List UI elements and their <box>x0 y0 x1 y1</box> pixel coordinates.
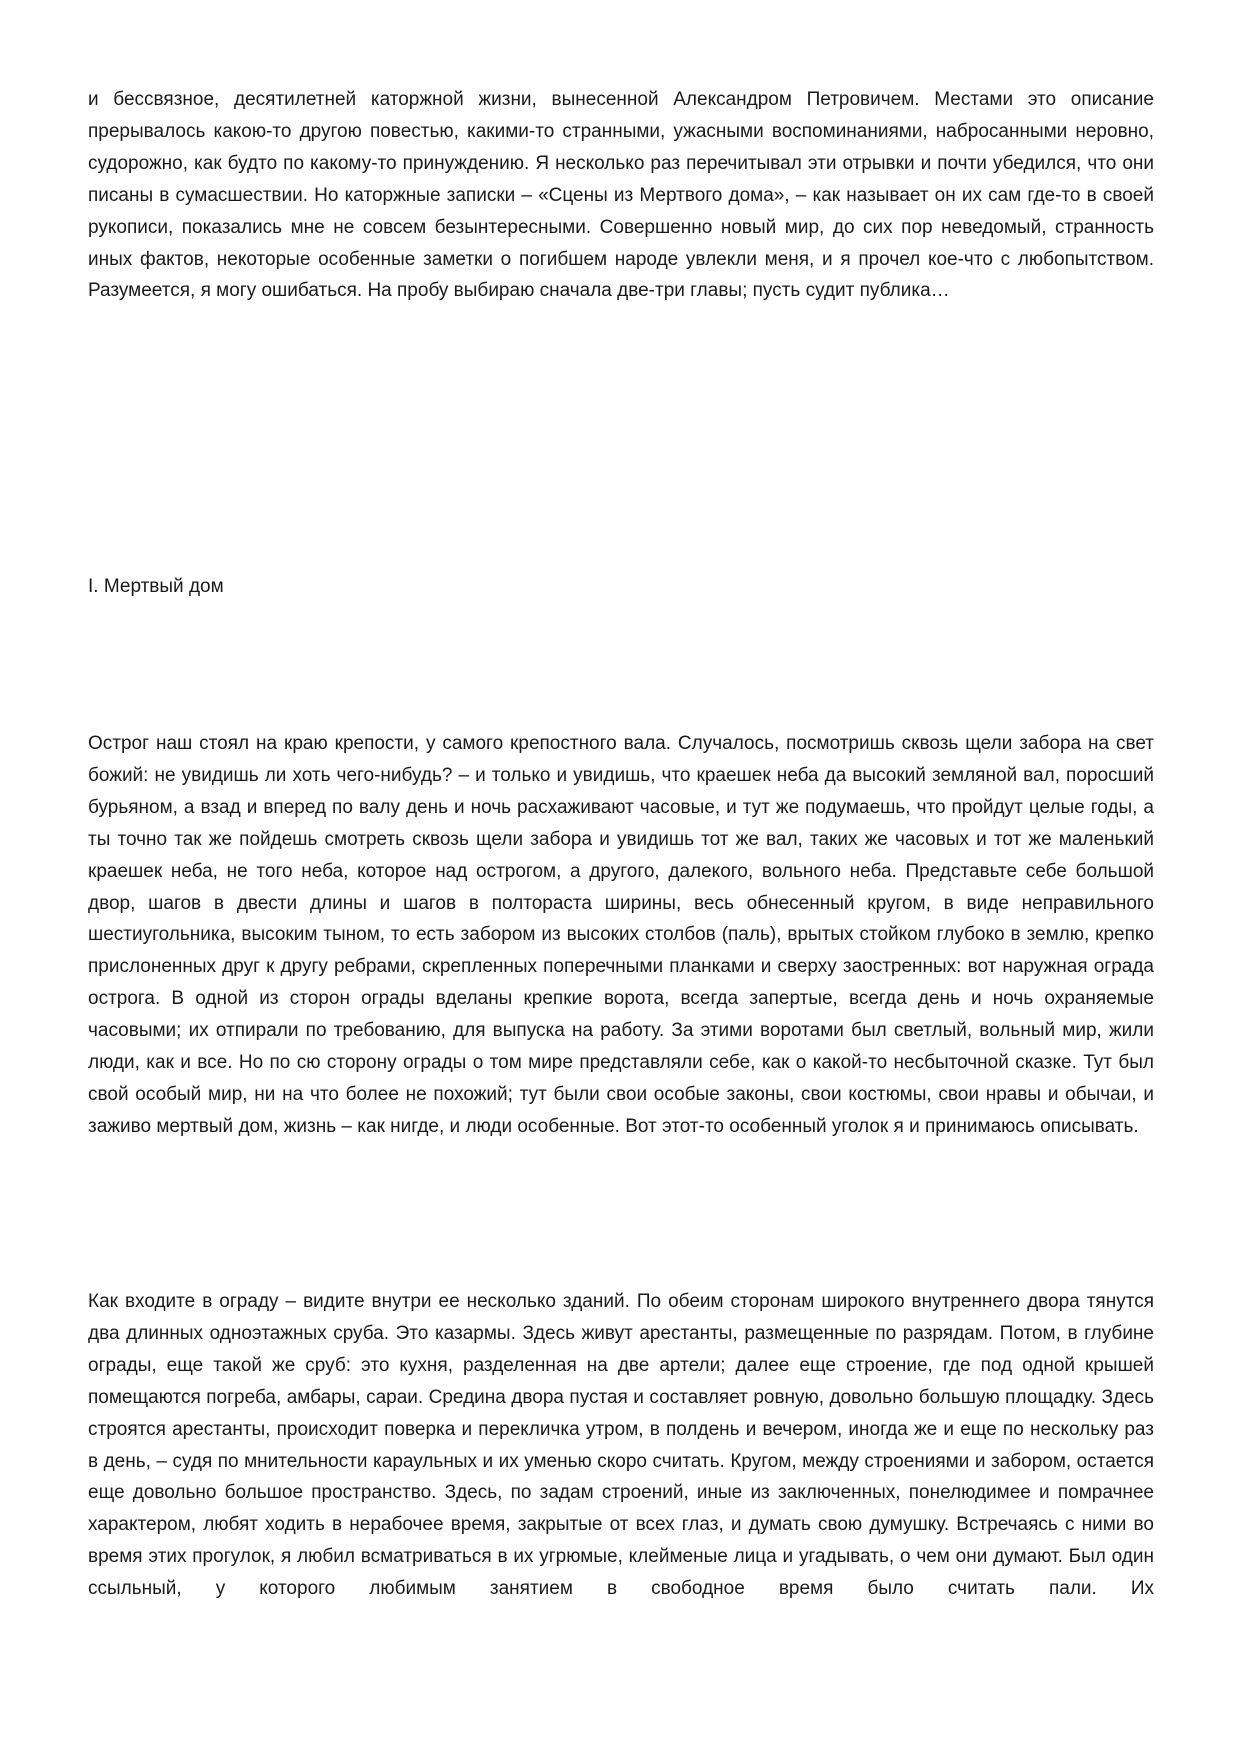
paragraph-intro-end: и бессвязное, десятилетней каторжной жизни, вынесенной Александром Петровичем. Местами это описание прерывалось какою-то другою повестью, какими-то странными, ужасными воспоминаниями, набросанными неровно, судорожно, как будто по какому-то принуждению. Я несколько раз перечитывал эти отрывки и почти убедился, что они писаны в сумасшествии. Но каторжные записки – «Сцены из Мертвого дома», – как называет он их сам где-то в своей рукописи, показались мне не совсем безынтересными. Совершенно новый мир, до сих пор неведомый, странность иных фактов, некоторые особенные заметки о погибшем народе увлекли меня, и я прочел кое-что с любопытством. Разумеется, я могу ошибаться. На пробу выбираю сначала две-три главы; пусть судит публика… <box>88 89 1154 302</box>
paragraph-yard: Как входите в ограду – видите внутри ее несколько зданий. По обеим сторонам широкого внутреннего двора тянутся два длинных одноэтажных сруба. Это казармы. Здесь живут арестанты, размещенные по разрядам. Потом, в глубине ограды, еще такой же сруб: это кухня, разделенная на две артели; далее еще строение, где под одной крышей помещаются погреба, амбары, сараи. Средина двора пустая и составляет ровную, довольно большую площадку. Здесь строятся арестанты, происходит поверка и перекличка утром, в полдень и вечером, иногда же и еще по нескольку раз в день, – судя по мнительности караульных и их уменью скоро считать. Кругом, между строениями и забором, остается еще довольно большое пространство. Здесь, по задам строений, иные из заключенных, понелюдимее и помрачнее характером, любят ходить в нерабочее время, закрытые от всех глаз, и думать свою думушку. Встречаясь с ними во время этих прогулок, я любил всматриваться в их угрюмые, клейменые лица и угадывать, о чем они думают. Был один ссыльный, у которого любимым занятием в свободное время было считать пали. Их <box>88 1291 1154 1600</box>
chapter-heading: I. Мертвый дом <box>88 576 224 597</box>
paragraph-ostrog: Острог наш стоял на краю крепости, у самого крепостного вала. Случалось, посмотришь сквозь щели забора на свет божий: не увидишь ли хоть чего-нибудь? – и только и увидишь, что краешек неба да высокий земляной вал, поросший бурьяном, а взад и вперед по валу день и ночь расхаживают часовые, и тут же подумаешь, что пройдут целые годы, а ты точно так же пойдешь смотреть сквозь щели забора и увидишь тот же вал, таких же часовых и тот же маленький краешек неба, не того неба, которое над острогом, а другого, далекого, вольного неба. Представьте себе большой двор, шагов в двести длины и шагов в полтораста ширины, весь обнесенный кругом, в виде неправильного шестиугольника, высоким тыном, то есть забором из высоких столбов (паль), врытых стойком глубоко в землю, крепко прислоненных друг к другу ребрами, скрепленных поперечными планками и сверху заостренных: вот наружная ограда острога. В одной из сторон ограды вделаны крепкие ворота, всегда запертые, всегда день и ночь охраняемые часовыми; их отпирали по требованию, для выпуска на работу. За этими воротами был светлый, вольный мир, жили люди, как и все. Но по сю сторону ограды о том мире представляли себе, как о какой-то несбыточной сказке. Тут был свой особый мир, ни на что более не похожий; тут были свои особые законы, свои костюмы, свои нравы и обычаи, и заживо мертвый дом, жизнь – как нигде, и люди особенные. Вот этот-то особенный уголок я и принимаюсь описывать. <box>88 733 1154 1137</box>
